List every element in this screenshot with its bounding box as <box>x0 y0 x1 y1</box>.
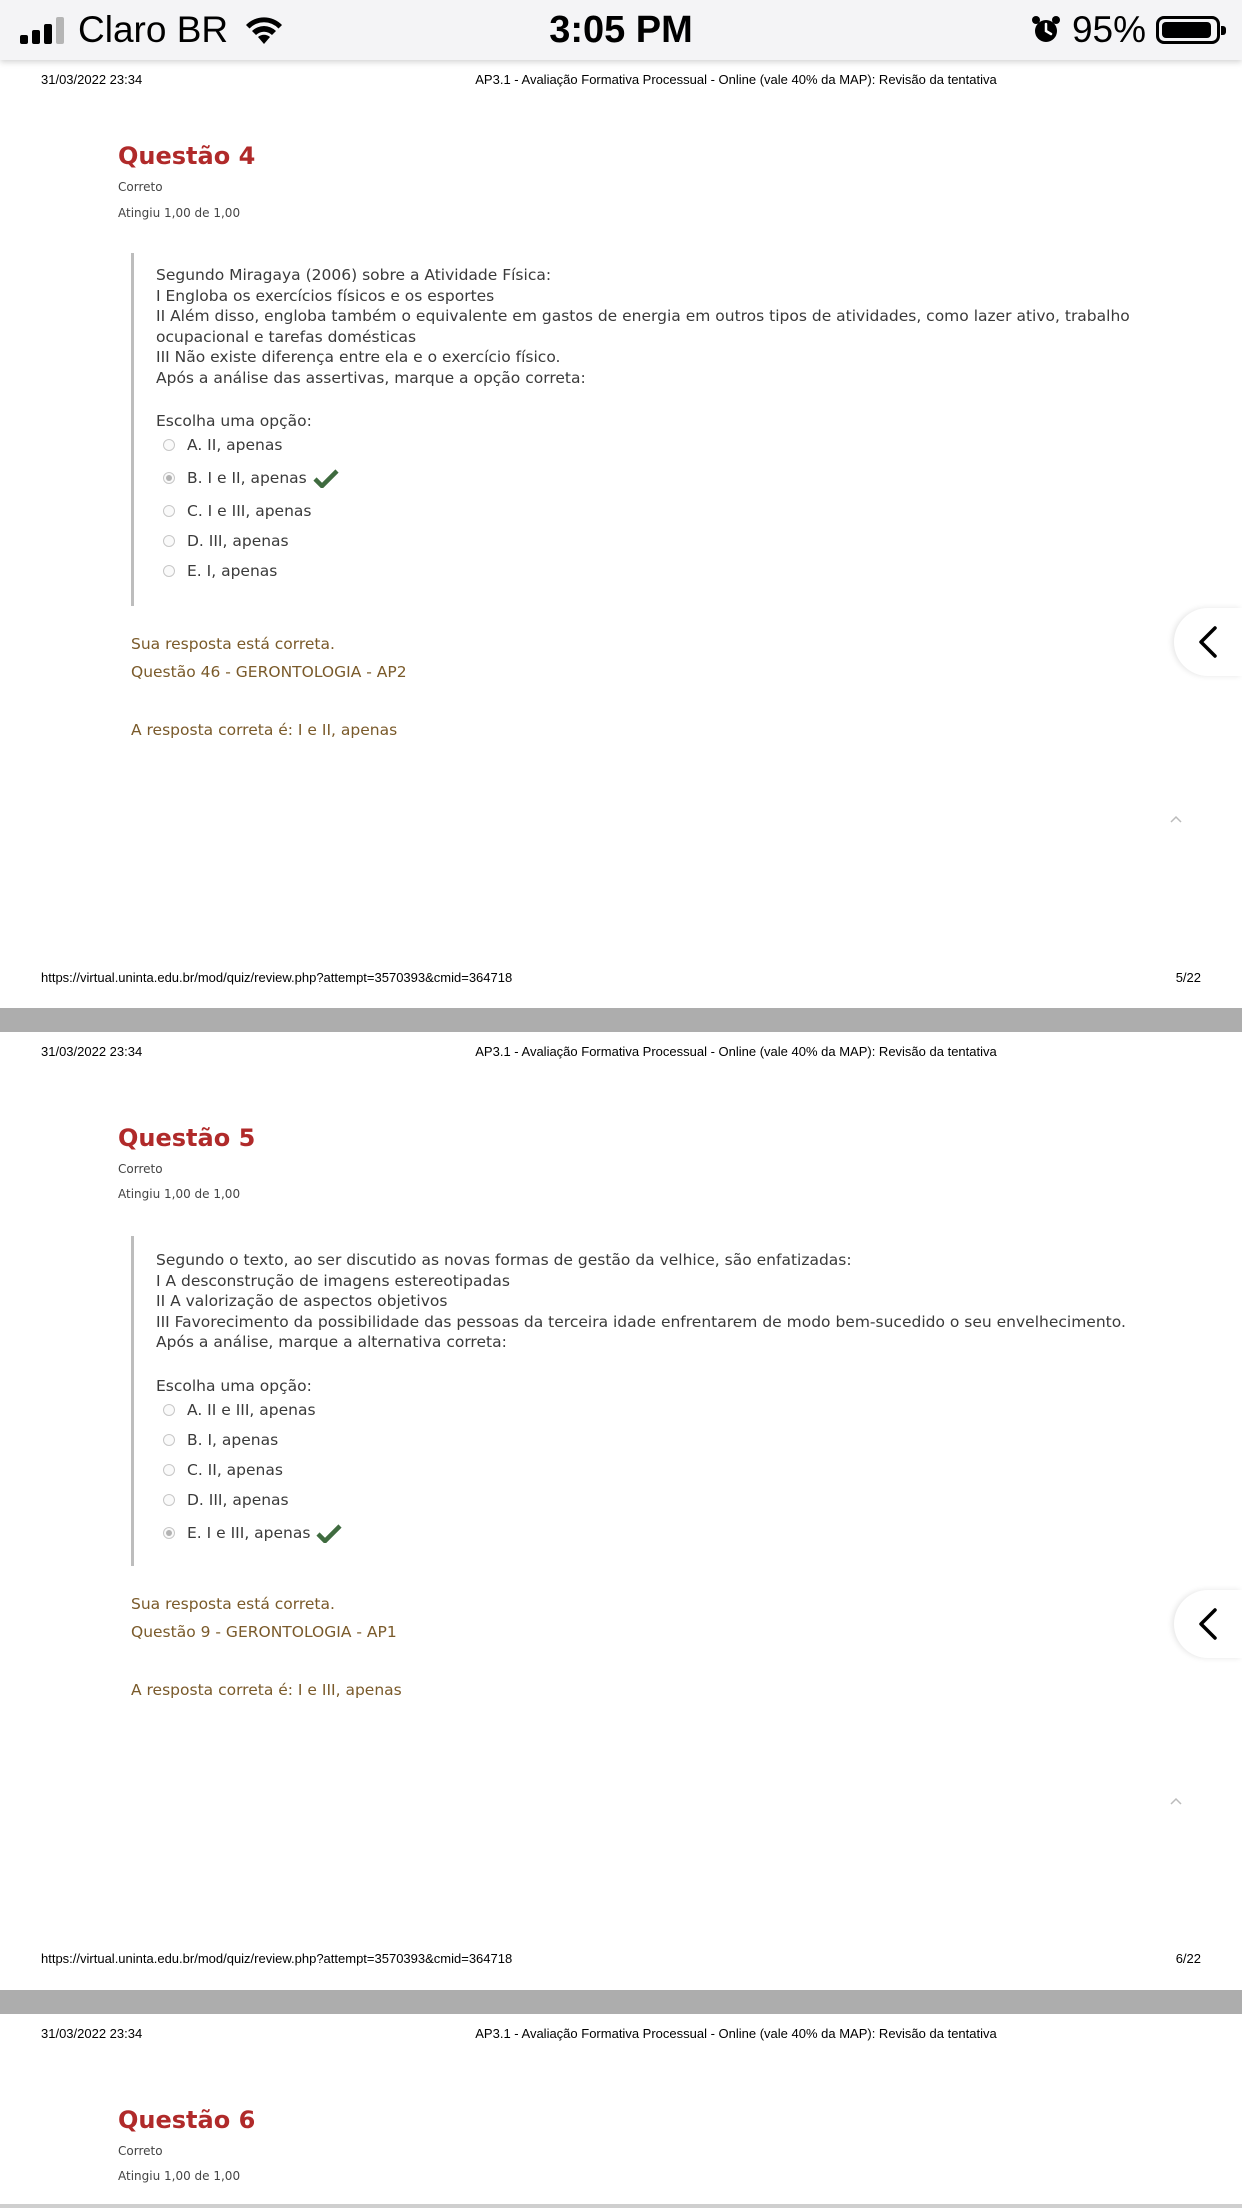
print-doc-title: AP3.1 - Avaliação Formativa Processual - Online (vale 40% da MAP): Revisão da tentativa <box>475 2026 997 2041</box>
option-label: E. I, apenas <box>187 562 278 580</box>
question-title: Questão 6 <box>118 2106 256 2134</box>
option-label: B. I, apenas <box>187 1430 279 1449</box>
print-date: 31/03/2022 23:34 <box>41 1044 143 1059</box>
carrier-name: Claro BR <box>78 9 229 50</box>
question-line: I Engloba os exercícios físicos e os esportes <box>156 286 495 305</box>
pdf-page-5 <box>0 60 1242 1008</box>
question-line: Após a análise, marque a alternativa correta: <box>156 1333 507 1351</box>
option-label: C. I e III, apenas <box>187 502 312 520</box>
question-line: Após a análise das assertivas, marque a opção correta: <box>156 368 586 387</box>
question-text <box>156 1250 1126 1353</box>
alarm-icon <box>1030 14 1062 46</box>
question-line: II A valorização de aspectos objetivos <box>156 1292 448 1310</box>
feedback-correct: Sua resposta está correta. <box>131 1595 335 1613</box>
print-date: 31/03/2022 23:34 <box>41 72 143 87</box>
radio-button[interactable] <box>163 439 175 451</box>
question-title: Questão 5 <box>118 1124 256 1152</box>
drawer-toggle-button[interactable] <box>1174 608 1242 676</box>
answer-option[interactable] <box>156 526 1111 556</box>
radio-button-selected[interactable] <box>163 1527 175 1539</box>
feedback-correct: Sua resposta está correta. <box>131 635 335 653</box>
option-label: B. I e II, apenas <box>187 469 307 487</box>
question-line: III Não existe diferença entre ela e o exercício físico. <box>156 348 561 366</box>
print-page-number: 6/22 <box>1175 1951 1201 1966</box>
option-label: A. II e III, apenas <box>187 1400 316 1419</box>
question-grade: Atingiu 1,00 de 1,00 <box>118 206 241 220</box>
question-line: Segundo Miragaya (2006) sobre a Atividade Física: <box>156 266 552 284</box>
chevron-left-icon <box>1197 1607 1219 1641</box>
radio-button[interactable] <box>163 1494 175 1506</box>
answer-option[interactable] <box>156 430 1111 460</box>
print-doc-title: AP3.1 - Avaliação Formativa Processual - Online (vale 40% da MAP): Revisão da tentativa <box>475 1044 997 1059</box>
answer-option[interactable] <box>156 460 1111 496</box>
option-label: A. II, apenas <box>187 436 283 454</box>
right-answer: A resposta correta é: I e III, apenas <box>131 1681 402 1699</box>
answer-option[interactable] <box>156 1455 1111 1485</box>
question-body <box>131 1236 1126 1566</box>
back-to-top-icon[interactable] <box>1170 815 1182 823</box>
answer-option[interactable] <box>156 496 1111 526</box>
pdf-page-7 <box>0 2014 1242 2208</box>
radio-button[interactable] <box>163 1464 175 1476</box>
radio-button[interactable] <box>163 505 175 517</box>
print-doc-title: AP3.1 - Avaliação Formativa Processual - Online (vale 40% da MAP): Revisão da tentativa <box>475 72 997 87</box>
radio-button[interactable] <box>163 535 175 547</box>
option-label: D. III, apenas <box>187 532 289 550</box>
correct-check-icon <box>316 1523 342 1543</box>
drawer-toggle-button[interactable] <box>1174 1590 1242 1658</box>
question-state: Correto <box>118 2144 163 2158</box>
option-label: E. I e III, apenas <box>187 1523 311 1542</box>
option-label: D. III, apenas <box>187 1490 289 1509</box>
page-separator <box>0 2204 1242 2208</box>
question-text <box>156 265 1130 388</box>
battery-fill <box>1162 22 1211 38</box>
question-line: ocupacional e tarefas domésticas <box>156 327 417 346</box>
answer-option[interactable] <box>156 1395 1111 1425</box>
correct-check-icon <box>313 468 339 488</box>
question-state: Correto <box>118 180 163 194</box>
page-separator <box>0 1990 1242 2014</box>
question-line: II Além disso, engloba também o equivalente em gastos de energia em outros tipos de atividades, como lazer ativo, trabalho <box>156 307 1130 325</box>
question-source: Questão 46 - GERONTOLOGIA - AP2 <box>131 663 407 681</box>
radio-button[interactable] <box>163 565 175 577</box>
question-grade: Atingiu 1,00 de 1,00 <box>118 2169 241 2183</box>
pdf-page-6 <box>0 1032 1242 1990</box>
answer-option[interactable] <box>156 556 1111 586</box>
back-to-top-icon[interactable] <box>1170 1797 1182 1805</box>
battery-percentage: 95% <box>1071 9 1146 50</box>
question-state: Correto <box>118 1162 163 1176</box>
question-body <box>131 253 1130 606</box>
answer-option[interactable] <box>156 1485 1111 1515</box>
print-page-number: 5/22 <box>1175 970 1201 985</box>
radio-button[interactable] <box>163 1434 175 1446</box>
radio-button[interactable] <box>163 1404 175 1416</box>
question-title: Questão 4 <box>118 142 256 170</box>
print-url: https://virtual.uninta.edu.br/mod/quiz/review.php?attempt=3570393&cmid=364718 <box>41 1951 513 1966</box>
status-bar <box>0 0 1242 60</box>
print-date: 31/03/2022 23:34 <box>41 2026 143 2041</box>
clock: 3:05 PM <box>549 9 693 51</box>
question-line: III Favorecimento da possibilidade das pessoas da terceira idade enfrentarem de modo bem-sucedido o seu envelhecimento. <box>156 1312 1126 1331</box>
question-line: Segundo o texto, ao ser discutido as novas formas de gestão da velhice, são enfatizadas: <box>156 1251 852 1269</box>
choose-prompt: Escolha uma opção: <box>156 412 312 430</box>
option-label: C. II, apenas <box>187 1460 283 1479</box>
question-grade: Atingiu 1,00 de 1,00 <box>118 1187 241 1201</box>
answer-option[interactable] <box>156 1515 1111 1551</box>
choose-prompt: Escolha uma opção: <box>156 1376 312 1395</box>
battery-icon <box>1156 16 1220 44</box>
print-url: https://virtual.uninta.edu.br/mod/quiz/review.php?attempt=3570393&cmid=364718 <box>41 970 513 985</box>
right-answer: A resposta correta é: I e II, apenas <box>131 721 398 739</box>
answer-option[interactable] <box>156 1425 1111 1455</box>
radio-button-selected[interactable] <box>163 472 175 484</box>
question-source: Questão 9 - GERONTOLOGIA - AP1 <box>131 1623 397 1641</box>
page-separator <box>0 1008 1242 1032</box>
chevron-left-icon <box>1197 625 1219 659</box>
question-line: I A desconstrução de imagens estereotipadas <box>156 1271 510 1290</box>
